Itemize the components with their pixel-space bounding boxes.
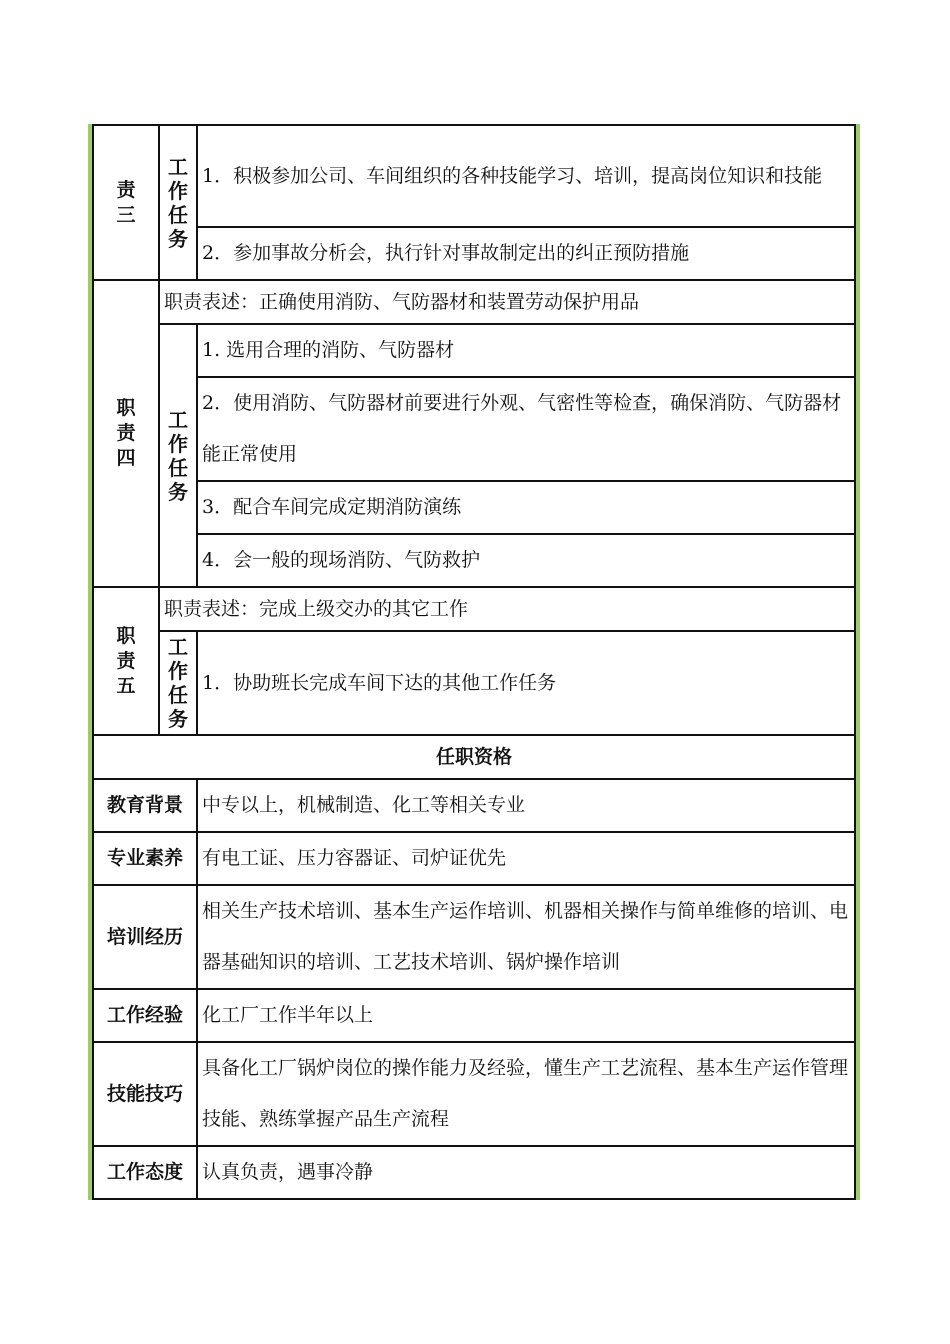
label-char: 作 xyxy=(168,659,188,683)
qualification-label: 工作态度 xyxy=(93,1146,197,1199)
table-row xyxy=(93,227,855,280)
label-char: 工 xyxy=(168,407,188,432)
job-description-document xyxy=(88,124,860,1200)
label-char: 作 xyxy=(168,431,188,456)
task-item: 1．积极参加公司、车间组织的各种技能学习、培训，提高岗位知识和技能 xyxy=(197,125,855,227)
label-char: 三 xyxy=(116,203,136,226)
table-row xyxy=(93,1146,855,1199)
qualification-value: 中专以上，机械制造、化工等相关专业 xyxy=(197,779,855,832)
table-row xyxy=(93,481,855,534)
label-char: 责 xyxy=(116,422,136,444)
table-row xyxy=(93,587,855,631)
qualification-label: 教育背景 xyxy=(93,779,197,832)
qualification-value: 相关生产技术培训、基本生产运作培训、机器相关操作与简单维修的培训、电器基础知识的培训、工艺技术培训、锅炉操作培训 xyxy=(197,885,855,989)
qualification-value: 化工厂工作半年以上 xyxy=(197,989,855,1042)
label-char: 务 xyxy=(168,226,188,251)
task-item: 4．会一般的现场消防、气防救护 xyxy=(197,534,855,587)
qualification-value: 具备化工厂锅炉岗位的操作能力及经验，懂生产工艺流程、基本生产运作管理技能、熟练掌握产品生产流程 xyxy=(197,1042,855,1146)
table-row xyxy=(93,832,855,885)
label-char: 四 xyxy=(116,447,136,469)
qualification-label: 技能技巧 xyxy=(93,1042,197,1146)
task-item: 3．配合车间完成定期消防演练 xyxy=(197,481,855,534)
label-char: 责 xyxy=(116,178,136,201)
label-char: 职 xyxy=(116,397,136,419)
label-char: 务 xyxy=(168,479,188,504)
duties-table xyxy=(92,124,856,780)
table-row xyxy=(93,534,855,587)
qualification-value: 认真负责，遇事冷静 xyxy=(197,1146,855,1199)
table-row xyxy=(93,324,855,377)
table-row xyxy=(93,125,855,227)
label-char: 务 xyxy=(168,707,188,731)
task-label xyxy=(159,631,197,735)
table-row xyxy=(93,631,855,735)
label-char: 工 xyxy=(168,635,188,659)
duty-label xyxy=(93,587,159,735)
qualification-label: 培训经历 xyxy=(93,885,197,989)
task-label xyxy=(159,125,197,280)
label-char: 作 xyxy=(168,178,188,203)
qualification-value: 有电工证、压力容器证、司炉证优先 xyxy=(197,832,855,885)
label-char: 任 xyxy=(168,202,188,227)
table-row xyxy=(93,989,855,1042)
table-row xyxy=(93,377,855,481)
label-char: 任 xyxy=(168,683,188,707)
label-char: 责 xyxy=(116,649,136,672)
task-item: 1．协助班长完成车间下达的其他工作任务 xyxy=(197,631,855,735)
task-item: 1. 选用合理的消防、气防器材 xyxy=(197,324,855,377)
task-label xyxy=(159,324,197,587)
duty-description: 职责表述：完成上级交办的其它工作 xyxy=(159,587,855,631)
qualifications-title: 任职资格 xyxy=(93,735,855,779)
label-char: 工 xyxy=(168,154,188,179)
duty-description: 职责表述：正确使用消防、气防器材和装置劳动保护用品 xyxy=(159,280,855,324)
task-item: 2．使用消防、气防器材前要进行外观、气密性等检查，确保消防、气防器材能正常使用 xyxy=(197,377,855,481)
qualification-label: 工作经验 xyxy=(93,989,197,1042)
qualifications-table xyxy=(92,778,856,1200)
table-row xyxy=(93,779,855,832)
duty-label xyxy=(93,125,159,280)
table-row xyxy=(93,885,855,989)
label-char: 五 xyxy=(116,674,136,697)
qualification-label: 专业素养 xyxy=(93,832,197,885)
duty-label xyxy=(93,280,159,587)
table-row xyxy=(93,1042,855,1146)
task-item: 2．参加事故分析会，执行针对事故制定出的纠正预防措施 xyxy=(197,227,855,280)
table-row xyxy=(93,280,855,324)
table-row xyxy=(93,735,855,779)
label-char: 职 xyxy=(116,624,136,647)
label-char: 任 xyxy=(168,455,188,480)
